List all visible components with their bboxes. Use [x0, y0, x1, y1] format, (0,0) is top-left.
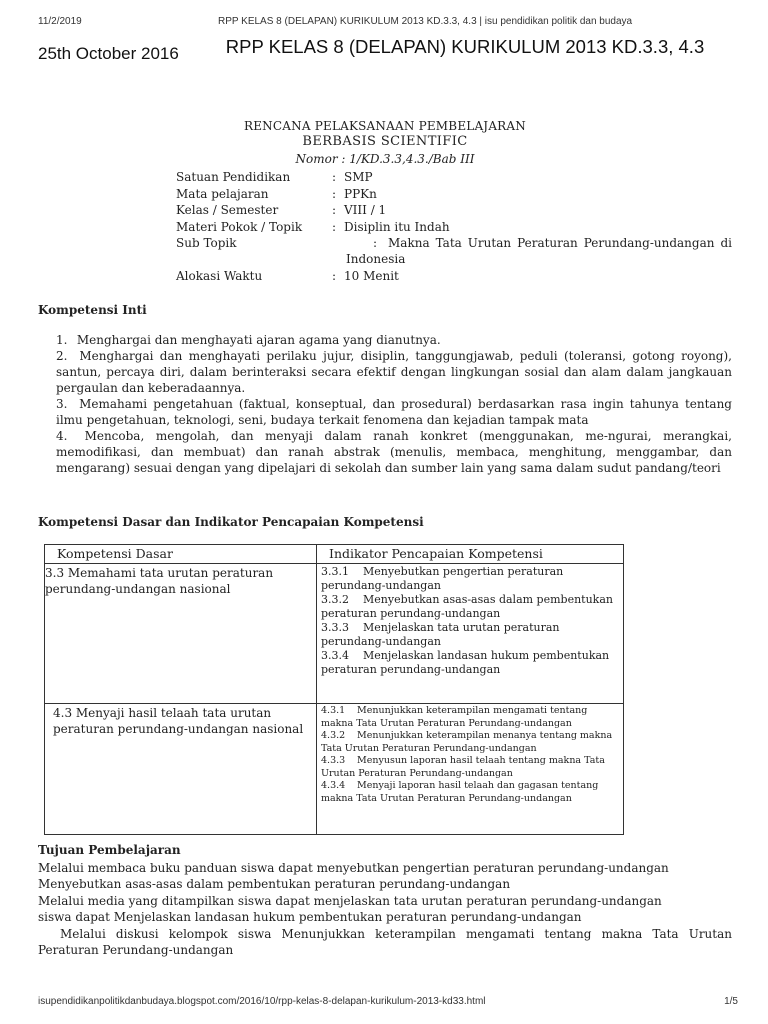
info-row — [176, 219, 732, 236]
list-item — [56, 332, 732, 348]
info-separator: : — [332, 203, 337, 217]
table-header-indikator: Indikator Pencapaian Kompetensi — [317, 545, 624, 564]
indicator-text: Menyusun laporan hasil telaah tentang makna Tata Urutan Peraturan Perundang-undangan — [321, 755, 605, 779]
post-title[interactable]: RPP KELAS 8 (DELAPAN) KURIKULUM 2013 KD.3.3, 4.3 — [225, 36, 705, 57]
print-date: 11/2/2019 — [38, 16, 82, 27]
list-item — [56, 348, 732, 396]
indicator-item — [321, 755, 619, 780]
ki-heading: Kompetensi Inti — [38, 303, 147, 317]
info-label: Materi Pokok / Topik — [176, 219, 303, 234]
doc-subheading: BERBASIS SCIENTIFIC — [302, 134, 468, 149]
indicator-number: 4.3.4 — [321, 780, 346, 791]
list-number: 1. — [56, 333, 68, 347]
info-label: Satuan Pendidikan — [176, 170, 291, 184]
indicator-text: Menjelaskan tata urutan peraturan perundang-undangan — [321, 621, 560, 648]
indicator-text: Menunjukkan keterampilan mengamati tentang makna Tata Urutan Peraturan Perundang-undangan — [321, 705, 588, 729]
table-row — [45, 564, 624, 704]
tujuan-section — [38, 842, 732, 959]
list-text: Mencoba, mengolah, dan menyaji dalam ranah konkret (menggunakan, me-ngurai, merangkai, memodifikasi, dan membuat) dan ranah abstrak (menulis, membaca, menghitung, menggambar, dan mengarang) sesuai dengan yang dipelajari di sekolah dan sumber lain yang sama dalam sudut pandang/teori — [56, 429, 732, 475]
info-value: VIII / 1 — [344, 203, 387, 217]
kd-cell — [45, 564, 317, 704]
indicator-number: 4.3.2 — [321, 730, 346, 741]
info-value: Makna Tata Urutan Peraturan Perundang-undangan di — [388, 236, 732, 250]
info-row-subtopik — [176, 235, 732, 268]
tujuan-line: Melalui membaca buku panduan siswa dapat menyebutkan pengertian peraturan perundang-undangan — [38, 860, 669, 875]
tujuan-line: siswa dapat Menjelaskan landasan hukum pembentukan peraturan perundang-undangan — [38, 910, 582, 924]
info-label: Kelas / Semester — [176, 203, 279, 217]
post-date: 25th October 2016 — [38, 44, 179, 63]
list-number: 3. — [56, 397, 68, 411]
indicator-text: Menyebutkan pengertian peraturan perundang-undangan — [321, 565, 564, 592]
indicator-number: 4.3.3 — [321, 755, 346, 766]
indicator-text: Menyebutkan asas-asas dalam pembentukan peraturan perundang-undangan — [321, 593, 613, 620]
list-item — [56, 396, 732, 428]
kd-heading: Kompetensi Dasar dan Indikator Pencapaian Kompetensi — [38, 515, 424, 529]
indicator-number: 3.3.4 — [321, 649, 349, 662]
info-separator: : — [332, 269, 337, 283]
kd-table — [44, 544, 624, 835]
indicator-item — [321, 593, 619, 620]
indicator-item — [321, 621, 619, 648]
indicator-number: 3.3.2 — [321, 593, 349, 606]
indicator-text: Menunjukkan keterampilan menanya tentang makna Tata Urutan Peraturan Perundang-undangan — [321, 730, 613, 754]
table-header-kd: Kompetensi Dasar — [45, 545, 317, 564]
info-row — [176, 186, 732, 203]
doc-nomor: Nomor : 1/KD.3.3,4.3./Bab III — [295, 152, 475, 166]
indicator-number: 4.3.1 — [321, 705, 346, 716]
list-item — [56, 428, 732, 476]
info-label: Alokasi Waktu — [176, 269, 263, 283]
info-separator: : — [332, 186, 337, 201]
page-number: 1/5 — [724, 996, 738, 1007]
identity-block — [176, 169, 732, 285]
print-title: RPP KELAS 8 (DELAPAN) KURIKULUM 2013 KD.3.3, 4.3 | isu pendidikan politik dan budaya — [218, 16, 633, 27]
doc-heading: RENCANA PELAKSANAAN PEMBELAJARAN — [243, 119, 526, 133]
tujuan-line: Melalui media yang ditampilkan siswa dapat menjelaskan tata urutan peraturan perundang-undangan — [38, 893, 662, 908]
info-row — [176, 202, 732, 219]
info-row — [176, 169, 732, 186]
list-text: Menghargai dan menghayati ajaran agama yang dianutnya. — [76, 333, 441, 347]
indicator-item — [321, 780, 619, 805]
kd-text: 3.3 Memahami tata urutan peraturan perundang-undangan nasional — [45, 566, 274, 596]
list-number: 4. — [56, 429, 68, 443]
indicator-item — [321, 649, 619, 676]
tujuan-paragraph: Melalui diskusi kelompok siswa Menunjukkan keterampilan mengamati tentang makna Tata Urutan Peraturan Perundang-undangan — [38, 926, 732, 957]
info-separator: : — [332, 170, 337, 184]
kd-cell — [45, 704, 317, 835]
indicator-cell — [317, 564, 624, 704]
indicator-text: Menjelaskan landasan hukum pembentukan peraturan perundang-undangan — [321, 649, 610, 676]
tujuan-heading: Tujuan Pembelajaran — [38, 843, 181, 857]
indicator-number: 3.3.1 — [321, 565, 349, 578]
info-value: PPKn — [344, 186, 377, 201]
indicator-item — [321, 730, 619, 755]
info-value: 10 Menit — [344, 269, 399, 283]
info-separator: : — [373, 236, 378, 250]
indicator-item — [321, 705, 619, 730]
kd-text: 4.3 Menyaji hasil telaah tata urutan peraturan perundang-undangan nasional — [53, 706, 304, 736]
tujuan-line: Menyebutkan asas-asas dalam pembentukan peraturan perundang-undangan — [38, 877, 511, 891]
info-label: Sub Topik — [176, 236, 237, 250]
info-value-continued: Indonesia — [346, 252, 406, 266]
indicator-item — [321, 565, 619, 592]
indicator-number: 3.3.3 — [321, 621, 349, 634]
info-value: Disiplin itu Indah — [344, 219, 450, 234]
table-row — [45, 704, 624, 835]
info-row — [176, 268, 732, 285]
list-text: Memahami pengetahuan (faktual, konseptual, dan prosedural) berdasarkan rasa ingin tahunya tentang ilmu pengetahuan, teknologi, seni, budaya terkait fenomena dan kejadian tampak mata — [56, 397, 732, 427]
ki-list — [56, 332, 732, 476]
info-label: Mata pelajaran — [176, 186, 269, 201]
info-value: SMP — [344, 170, 373, 184]
print-url[interactable]: isupendidikanpolitikdanbudaya.blogspot.com/2016/10/rpp-kelas-8-delapan-kurikulum-2013-kd33.html — [38, 996, 486, 1007]
list-number: 2. — [56, 349, 68, 363]
indicator-text: Menyaji laporan hasil telaah dan gagasan tentang makna Tata Urutan Peraturan Perundang-undangan — [321, 780, 599, 804]
list-text: Menghargai dan menghayati perilaku jujur, disiplin, tanggungjawab, peduli (toleransi, gotong royong), santun, percaya diri, dalam berinteraksi secara efektif dengan lingkungan sosial dan alam dalam jangkauan pergaulan dan keberadaannya. — [56, 349, 732, 395]
indicator-cell — [317, 704, 624, 835]
table-header-row — [45, 545, 624, 564]
info-separator: : — [332, 219, 337, 234]
